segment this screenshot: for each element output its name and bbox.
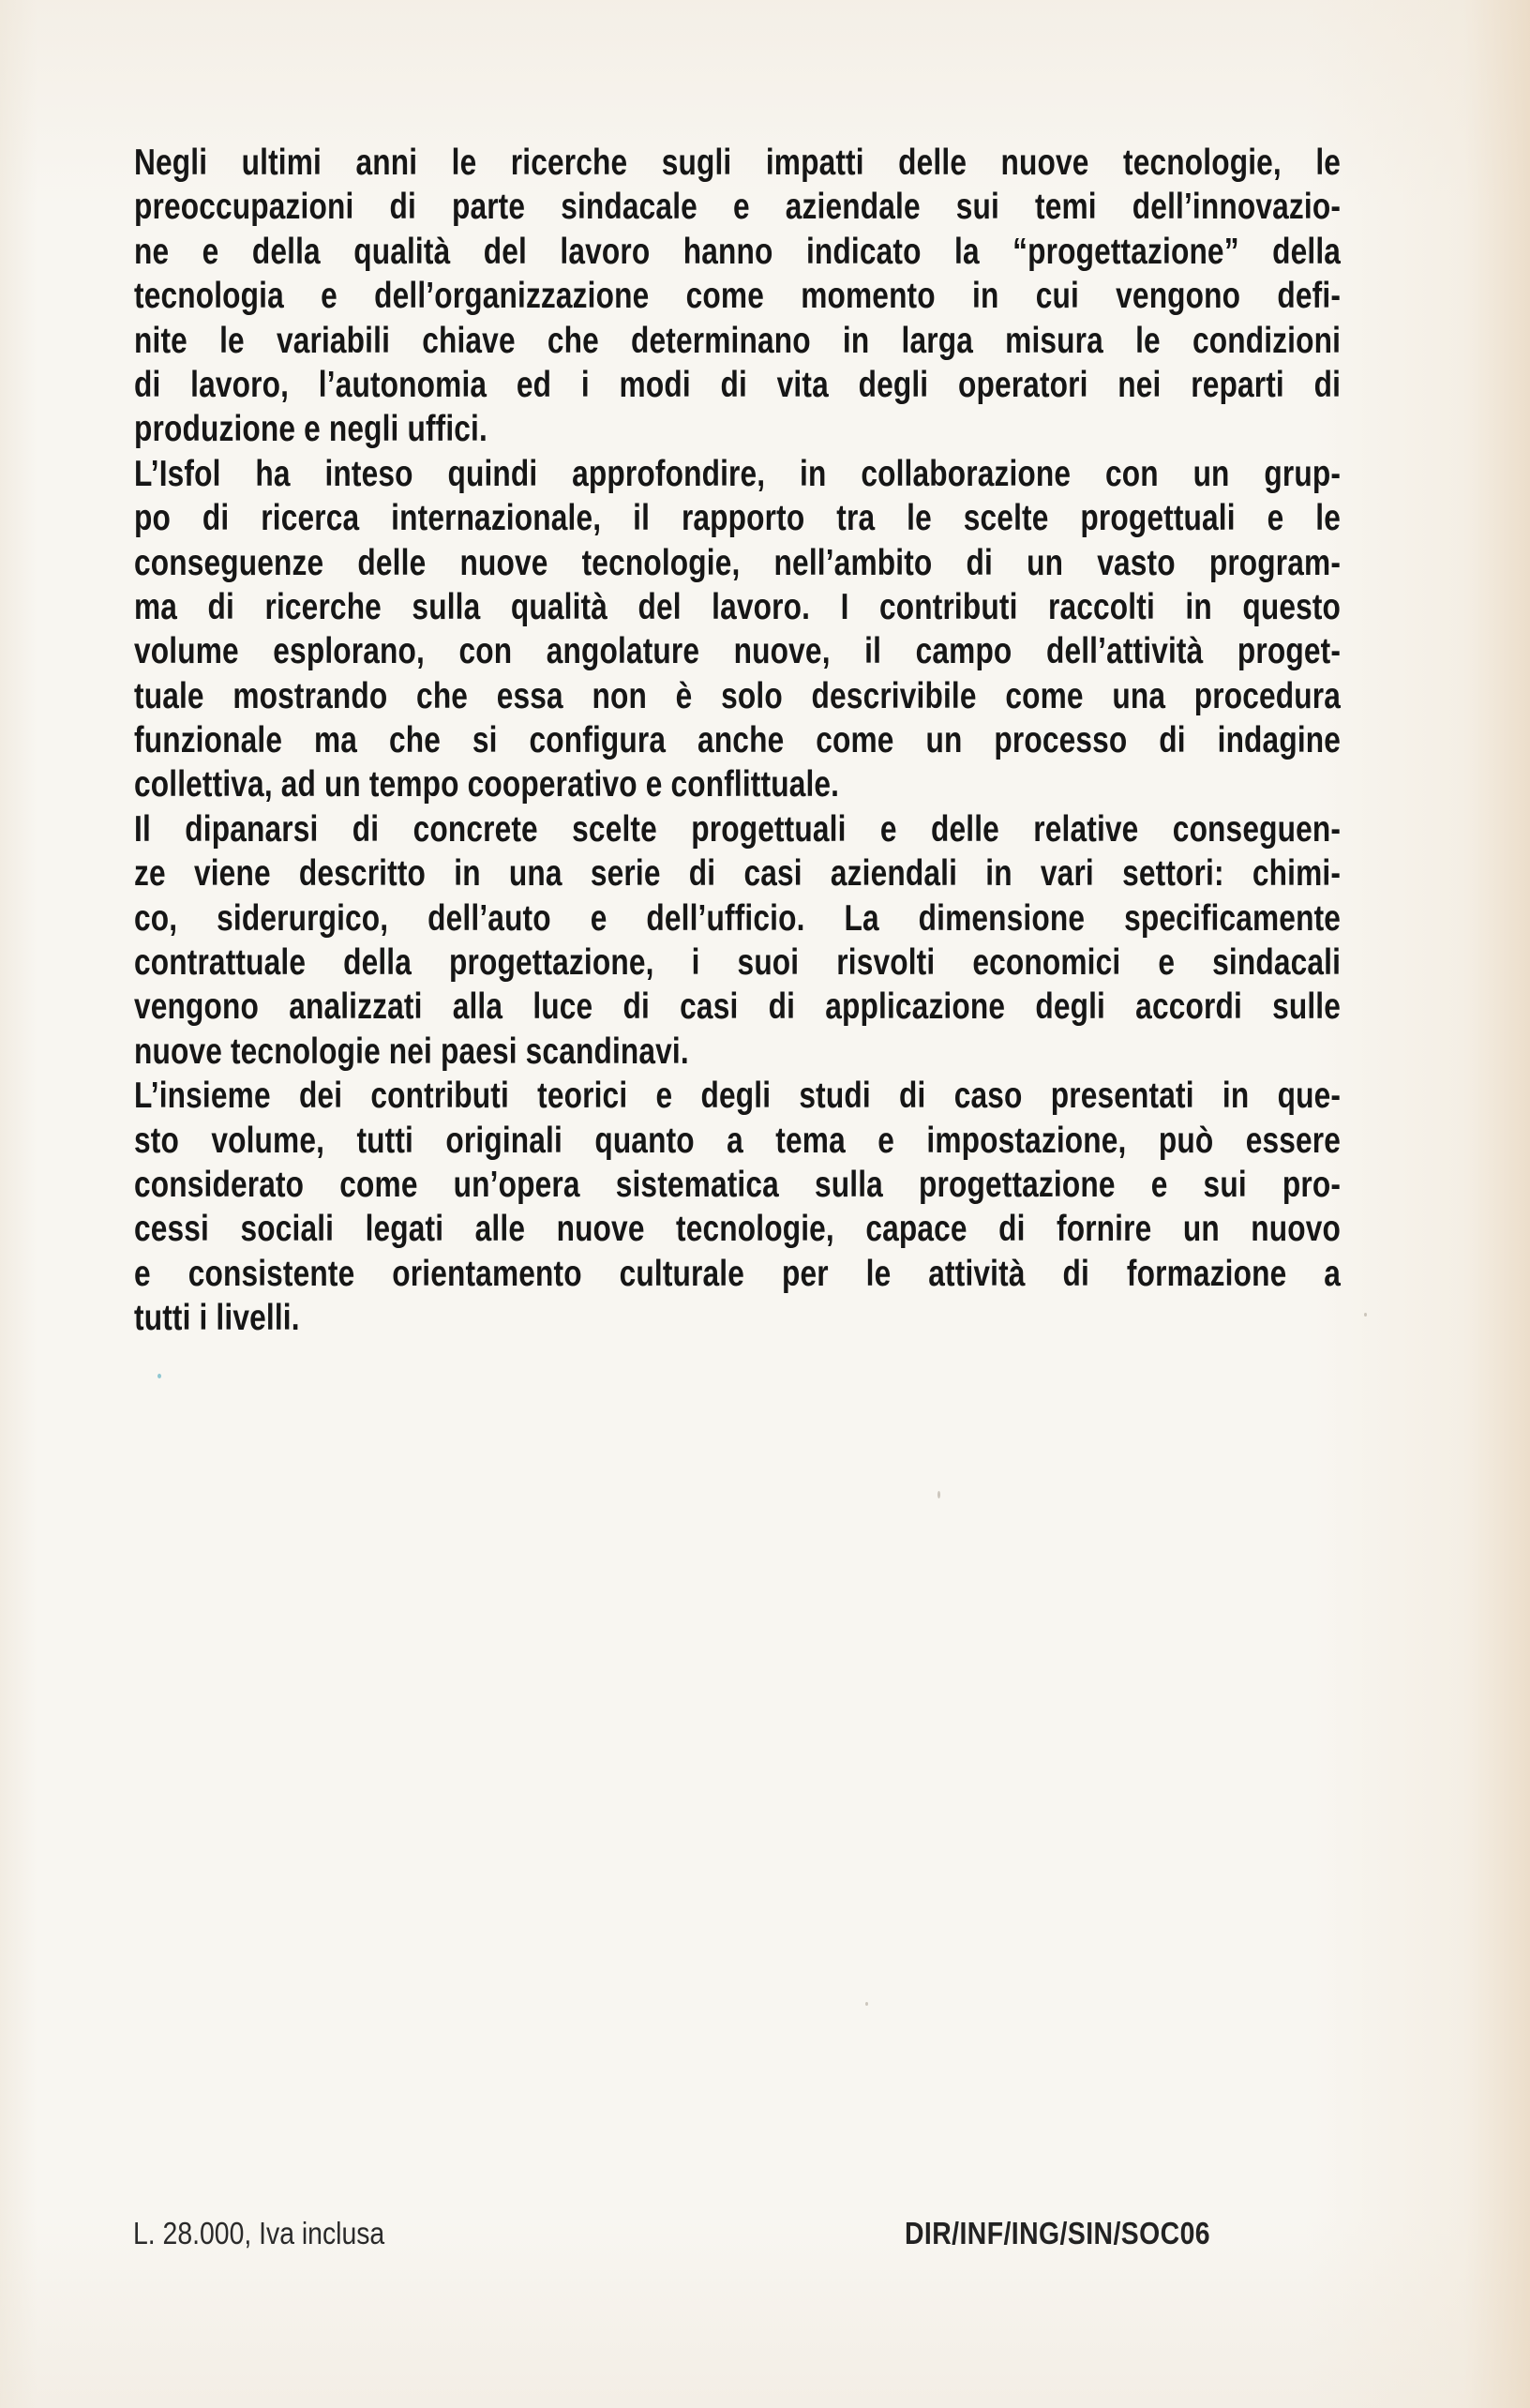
text-line-content: tuale mostrando che essa non è solo descrivibile come una procedura: [134, 675, 1342, 716]
series-code: DIR/INF/ING/SIN/SOC06: [905, 2216, 1210, 2250]
back-cover-blurb: [134, 141, 1341, 1341]
paper-speck: [1364, 1313, 1367, 1317]
text-line-content: co, siderurgico, dell’auto e dell’ufficio. La dimensione specificamente: [134, 897, 1342, 939]
text-line-content: produzione e negli uffici.: [134, 409, 488, 450]
paragraph: [134, 141, 1341, 452]
text-line-content: ze viene descritto in una serie di casi aziendali in vari settori: chimi-: [134, 853, 1342, 895]
text-line: [134, 230, 1341, 274]
text-line-content: funzionale ma che si configura anche come un processo di indagine: [134, 720, 1342, 761]
text-line: [134, 1252, 1341, 1296]
text-line: [134, 363, 1341, 407]
price-label: L. 28.000, Iva inclusa: [133, 2216, 385, 2250]
text-line: [134, 141, 1341, 185]
text-line-content: sto volume, tutti originali quanto a tema e impostazione, può essere: [134, 1120, 1342, 1161]
text-line: [134, 941, 1341, 985]
text-line-content: considerato come un’opera sistematica sulla progettazione e sui pro-: [134, 1164, 1342, 1205]
text-line: [134, 1119, 1341, 1163]
text-line: [134, 319, 1341, 363]
paragraph: [134, 807, 1341, 1074]
text-line-content: Negli ultimi anni le ricerche sugli impatti delle nuove tecnologie, le: [134, 143, 1342, 183]
text-line-content: e consistente orientamento culturale per le attività di formazione a: [134, 1253, 1342, 1294]
text-line-content: L’insieme dei contributi teorici e degli studi di caso presentati in que-: [134, 1076, 1342, 1117]
paper-speck: [865, 2002, 868, 2006]
text-line: [134, 585, 1341, 629]
text-line-content: nite le variabili chiave che determinano in larga misura le condizioni: [134, 320, 1342, 361]
text-line: [134, 762, 1341, 806]
text-line: [134, 896, 1341, 941]
paper-speck: [938, 1491, 940, 1498]
text-line-content: Il dipanarsi di concrete scelte progettuali e delle relative conseguen-: [134, 808, 1342, 850]
text-line: [134, 985, 1341, 1029]
text-line-content: po di ricerca internazionale, il rapporto tra le scelte progettuali e le: [134, 498, 1342, 539]
text-line: [134, 541, 1341, 585]
text-line: [134, 452, 1341, 496]
text-line: [134, 674, 1341, 718]
text-line: [134, 851, 1341, 895]
text-line: [134, 496, 1341, 540]
paper-speck: [158, 1374, 161, 1378]
text-line: [134, 1030, 1341, 1074]
text-line: [134, 1074, 1341, 1118]
text-line-content: conseguenze delle nuove tecnologie, nell’ambito di un vasto program-: [134, 542, 1342, 583]
text-line-content: volume esplorano, con angolature nuove, il campo dell’attività proget-: [134, 631, 1342, 672]
paragraph: [134, 452, 1341, 807]
text-line-content: nuove tecnologie nei paesi scandinavi.: [134, 1031, 689, 1072]
text-line: [134, 629, 1341, 673]
text-line-content: collettiva, ad un tempo cooperativo e conflittuale.: [134, 764, 840, 805]
text-line: [134, 407, 1341, 451]
text-line: [134, 185, 1341, 229]
text-line-content: vengono analizzati alla luce di casi di applicazione degli accordi sulle: [134, 986, 1342, 1028]
text-line: [134, 807, 1341, 851]
text-line-content: tecnologia e dell’organizzazione come momento in cui vengono defi-: [134, 276, 1342, 317]
paragraph: [134, 1074, 1341, 1340]
text-line: [134, 274, 1341, 318]
text-line-content: preoccupazioni di parte sindacale e aziendale sui temi dell’innovazio-: [134, 187, 1342, 228]
text-line: [134, 1207, 1341, 1251]
text-line-content: ma di ricerche sulla qualità del lavoro. I contributi raccolti in questo: [134, 586, 1342, 627]
text-line-content: ne e della qualità del lavoro hanno indicato la “progettazione” della: [134, 231, 1342, 272]
text-line-content: contrattuale della progettazione, i suoi risvolti economici e sindacali: [134, 942, 1342, 984]
text-line-content: tutti i livelli.: [134, 1298, 300, 1339]
text-line: [134, 718, 1341, 762]
text-line-content: L’Isfol ha inteso quindi approfondire, in collaborazione con un grup-: [134, 453, 1342, 494]
text-line-content: cessi sociali legati alle nuove tecnologie, capace di fornire un nuovo: [134, 1209, 1342, 1250]
text-line: [134, 1296, 1341, 1340]
text-line-content: di lavoro, l’autonomia ed i modi di vita degli operatori nei reparti di: [134, 364, 1342, 405]
text-line: [134, 1163, 1341, 1207]
